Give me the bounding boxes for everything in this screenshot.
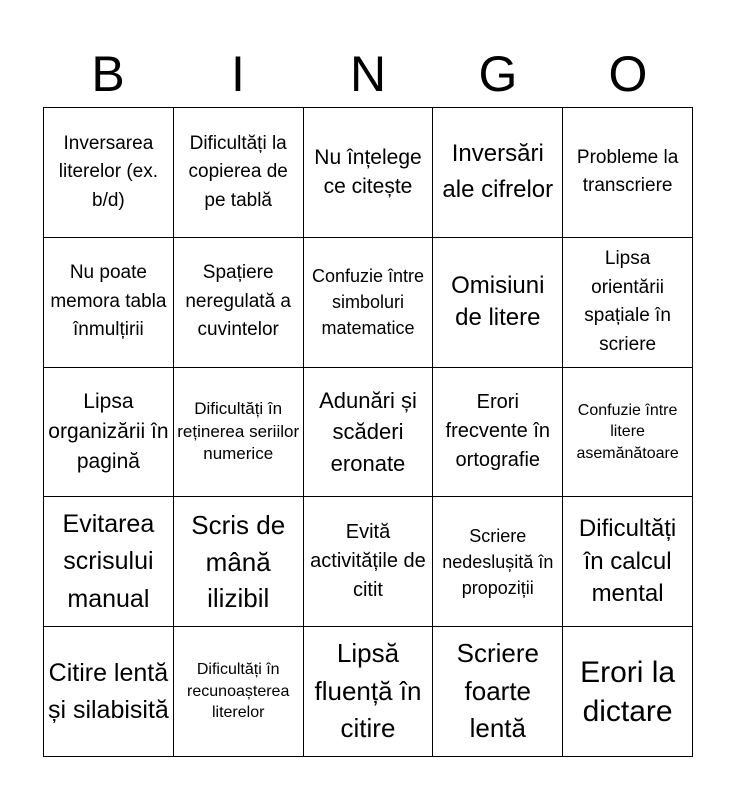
bingo-cell[interactable]: [433, 368, 563, 498]
cell-text: Lipsa orientării spațiale în scriere: [584, 248, 671, 355]
cell-text: Nu înțelege ce citește: [314, 145, 422, 199]
bingo-cell[interactable]: [174, 238, 304, 368]
cell-text: Scriere foarte lentă: [456, 638, 539, 744]
cell-text: Dificultăți în calcul mental: [578, 515, 677, 607]
bingo-cell[interactable]: [174, 497, 304, 627]
cell-text: Evitarea scrisului manual: [62, 509, 155, 613]
bingo-cell[interactable]: [304, 238, 434, 368]
bingo-cell[interactable]: [563, 238, 693, 368]
bingo-cell[interactable]: [174, 627, 304, 757]
bingo-header: [43, 44, 693, 104]
bingo-cell[interactable]: [433, 238, 563, 368]
header-letter-n: N: [349, 46, 387, 102]
bingo-cell[interactable]: [174, 108, 304, 238]
bingo-cell[interactable]: [563, 368, 693, 498]
header-letter-i: I: [231, 46, 245, 102]
bingo-cell[interactable]: [304, 368, 434, 498]
bingo-cell[interactable]: [44, 368, 174, 498]
bingo-cell[interactable]: [563, 108, 693, 238]
bingo-cell[interactable]: [44, 108, 174, 238]
bingo-cell[interactable]: [304, 108, 434, 238]
bingo-cell[interactable]: [174, 368, 304, 498]
cell-text: Nu poate memora tabla înmulțirii: [50, 262, 167, 341]
cell-text: Scriere nedeslușită în propoziții: [442, 525, 554, 598]
bingo-cell[interactable]: [563, 497, 693, 627]
cell-text: Probleme la transcriere: [576, 146, 679, 197]
bingo-cell[interactable]: [563, 627, 693, 757]
bingo-cell[interactable]: [433, 627, 563, 757]
cell-text: Omisiuni de litere: [451, 271, 545, 332]
bingo-cell[interactable]: [433, 497, 563, 627]
cell-text: Inversări ale cifrelor: [442, 140, 554, 204]
cell-text: Lipsă fluență în citire: [314, 638, 422, 744]
cell-text: Confuzie între litere asemănătoare: [576, 401, 679, 462]
bingo-cell[interactable]: [44, 497, 174, 627]
bingo-board: [43, 107, 693, 757]
cell-text: Evită activitățile de citit: [310, 521, 426, 602]
header-letter-g: G: [478, 46, 518, 102]
cell-text: Inversarea literelor (ex. b/d): [58, 132, 159, 211]
bingo-cell[interactable]: [433, 108, 563, 238]
bingo-cell[interactable]: [304, 497, 434, 627]
cell-text: Lipsa organizării în pagină: [48, 390, 169, 473]
header-letter-b: B: [91, 46, 125, 102]
cell-text: Scris de mână ilizibil: [191, 510, 286, 613]
bingo-cell[interactable]: [44, 238, 174, 368]
cell-text: Adunări și scăderi eronate: [319, 388, 417, 476]
bingo-cell[interactable]: [44, 627, 174, 757]
cell-text: Dificultăți la copierea de pe tablă: [188, 132, 288, 211]
cell-text: Erori frecvente în ortografie: [445, 391, 551, 472]
cell-text: Dificultăți în reținerea seriilor numerice: [177, 398, 300, 464]
cell-text: Citire lentă și silabisită: [47, 659, 169, 724]
cell-text: Spațiere neregulată a cuvintelor: [185, 262, 292, 341]
header-letter-o: O: [608, 46, 648, 102]
bingo-cell[interactable]: [304, 627, 434, 757]
cell-text: Dificultăți în recunoașterea literelor: [187, 661, 290, 722]
cell-text: Erori la dictare: [580, 655, 676, 728]
cell-text: Confuzie între simboluri matematice: [311, 266, 425, 339]
